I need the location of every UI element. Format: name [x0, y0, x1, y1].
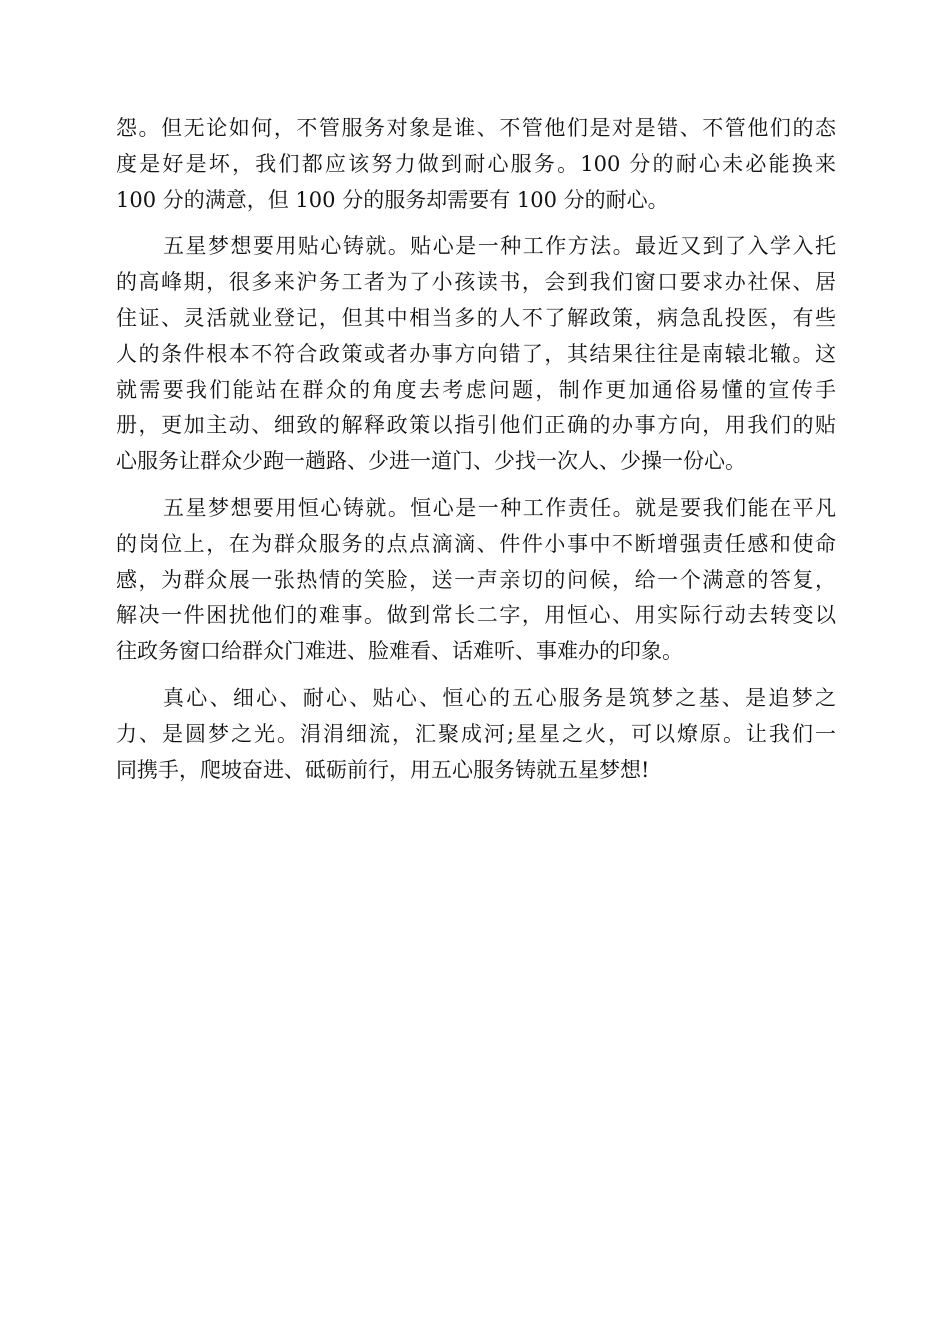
text-line: 解决一件困扰他们的难事。做到常长二字，用恒心、用实际行动去转变以 — [116, 603, 836, 628]
text-line: 同携手，爬坡奋进、砥砺前行，用五心服务铸就五星梦想! — [116, 757, 650, 782]
text-line: 力、是圆梦之光。涓涓细流，汇聚成河;星星之火，可以燎原。让我们一 — [116, 721, 836, 746]
paragraph-closing — [116, 681, 836, 788]
text-line: 度是好是坏，我们都应该努力做到耐心服务。100 分的耐心未必能换来 — [116, 151, 836, 176]
text-line: 五星梦想要用贴心铸就。贴心是一种工作方法。最近又到了入学入托 — [163, 234, 836, 259]
text-line: 册，更加主动、细致的解释政策以指引他们正确的办事方向，用我们的贴 — [116, 413, 836, 438]
text-line: 怨。但无论如何，不管服务对象是谁、不管他们是对是错、不管他们的态 — [116, 116, 836, 140]
text-line: 真心、细心、耐心、贴心、恒心的五心服务是筑梦之基、是追梦之 — [163, 685, 836, 710]
paragraph-patience-conclusion — [116, 111, 836, 218]
text-line: 的高峰期，很多来沪务工者为了小孩读书，会到我们窗口要求办社保、居 — [116, 270, 836, 295]
text-line: 往政务窗口给群众门难进、脸难看、话难听、事难办的印象。 — [116, 639, 683, 664]
text-line: 感，为群众展一张热情的笑脸，送一声亲切的问候，给一个满意的答复， — [116, 567, 836, 592]
paragraph-considerate-heart — [116, 229, 836, 480]
text-line: 心服务让群众少跑一趟路、少进一道门、少找一次人、少操一份心。 — [116, 449, 746, 474]
text-line: 五星梦想要用恒心铸就。恒心是一种工作责任。就是要我们能在平凡 — [163, 495, 836, 520]
document-body — [116, 111, 836, 799]
text-line: 的岗位上，在为群众服务的点点滴滴、件件小事中不断增强责任感和使命 — [116, 531, 836, 556]
text-line: 人的条件根本不符合政策或者办事方向错了，其结果往往是南辕北辙。这 — [116, 341, 836, 366]
text-line: 就需要我们能站在群众的角度去考虑问题，制作更加通俗易懂的宣传手 — [116, 377, 836, 402]
text-line: 100 分的满意，但 100 分的服务却需要有 100 分的耐心。 — [116, 187, 669, 212]
paragraph-perseverance — [116, 491, 836, 670]
text-line: 住证、灵活就业登记，但其中相当多的人不了解政策，病急乱投医，有些 — [116, 305, 836, 330]
